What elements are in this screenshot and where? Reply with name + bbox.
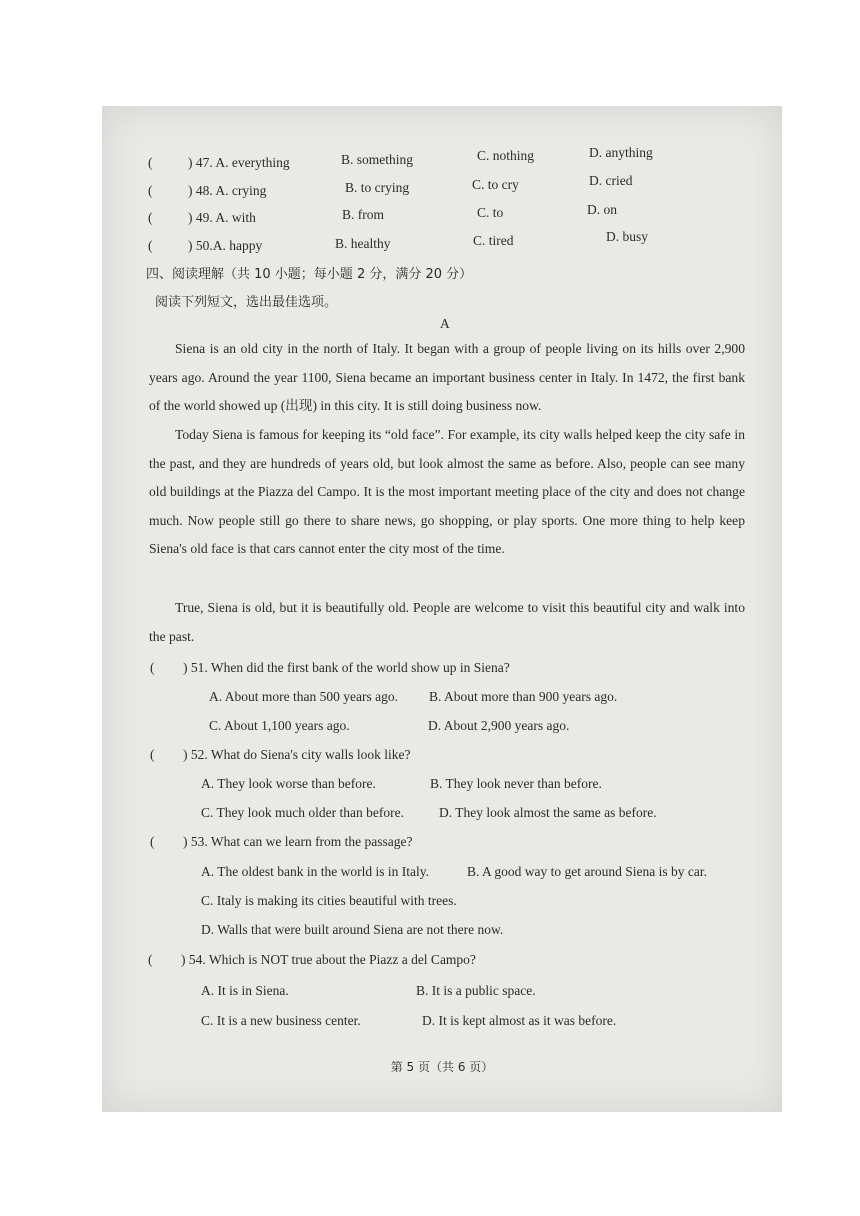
option-d: D. on bbox=[587, 202, 617, 217]
option-b: B. About more than 900 years ago. bbox=[429, 689, 618, 704]
option-d: D. busy bbox=[606, 229, 649, 244]
option-a: A. They look worse than before. bbox=[201, 776, 376, 791]
option-a: ) 47. A. everything bbox=[188, 155, 290, 170]
passage-paragraph-1: Siena is an old city in the north of Italy. It began with a group of people living on its hills over 2,900 years ago. Around the year 1100, Siena became an important business center in Italy. In 1472, the first bank of the world showed up (出现) in this city. It is still doing business now. bbox=[149, 341, 745, 414]
answer-paren: ( bbox=[150, 660, 155, 675]
answer-paren: ( bbox=[150, 747, 155, 762]
passage-paragraph-2: Today Siena is famous for keeping its “old face”. For example, its city walls helped keep the city safe in the past, and they are hundreds of years old, but look almost the same as before. Also, people can see many old buildings at the Piazza del Campo. It is the most important meeting place of the city and does not change much. Now people still go there to share news, go shopping, or play sports. One more thing to help keep Siena's old face is that cars cannot enter the city most of the time. bbox=[149, 427, 745, 557]
option-b: B. They look never than before. bbox=[430, 776, 602, 791]
page-footer: 第 5 页（共 6 页） bbox=[390, 1060, 494, 1074]
option-b: B. A good way to get around Siena is by car. bbox=[467, 864, 707, 879]
option-c: C. Italy is making its cities beautiful with trees. bbox=[201, 893, 457, 908]
passage-label: A bbox=[440, 316, 450, 331]
question-stem: ) 53. What can we learn from the passage? bbox=[183, 834, 413, 849]
question-stem: ) 52. What do Siena's city walls look like? bbox=[183, 747, 411, 762]
option-c: C. tired bbox=[473, 233, 514, 248]
answer-paren: ( bbox=[148, 238, 153, 253]
option-a: ) 50.A. happy bbox=[188, 238, 263, 253]
option-d: D. cried bbox=[589, 173, 633, 188]
option-c: C. to bbox=[477, 205, 504, 220]
answer-paren: ( bbox=[148, 952, 153, 967]
option-c: C. About 1,100 years ago. bbox=[209, 718, 350, 733]
option-d: D. Walls that were built around Siena are not there now. bbox=[201, 922, 504, 937]
passage-paragraph-3: True, Siena is old, but it is beautifully old. People are welcome to visit this beautiful city and walk into the past. bbox=[149, 600, 745, 644]
option-b: B. It is a public space. bbox=[416, 983, 536, 998]
instruction: 阅读下列短文，选出最佳选项。 bbox=[155, 295, 338, 310]
option-b: B. healthy bbox=[335, 236, 391, 251]
option-c: C. They look much older than before. bbox=[201, 805, 404, 820]
answer-paren: ( bbox=[148, 210, 153, 225]
option-d: D. It is kept almost as it was before. bbox=[422, 1013, 617, 1028]
question-stem: ) 51. When did the first bank of the world show up in Siena? bbox=[183, 660, 510, 675]
option-b: B. something bbox=[341, 152, 414, 167]
option-a: ) 49. A. with bbox=[188, 210, 256, 225]
option-c: C. to cry bbox=[472, 177, 519, 192]
answer-paren: ( bbox=[150, 834, 155, 849]
option-c: C. It is a new business center. bbox=[201, 1013, 361, 1028]
option-a: A. It is in Siena. bbox=[201, 983, 289, 998]
answer-paren: ( bbox=[148, 155, 153, 170]
option-a: ) 48. A. crying bbox=[188, 183, 267, 198]
question-stem: ) 54. Which is NOT true about the Piazz a del Campo? bbox=[181, 952, 476, 967]
option-b: B. to crying bbox=[345, 180, 410, 195]
option-c: C. nothing bbox=[477, 148, 535, 163]
option-d: D. anything bbox=[589, 145, 653, 160]
option-d: D. They look almost the same as before. bbox=[439, 805, 657, 820]
option-a: A. About more than 500 years ago. bbox=[209, 689, 398, 704]
answer-paren: ( bbox=[148, 183, 153, 198]
section-heading: 四、阅读理解（共 10 小题；每小题 2 分，满分 20 分） bbox=[146, 267, 473, 282]
option-a: A. The oldest bank in the world is in Italy. bbox=[201, 864, 429, 879]
option-b: B. from bbox=[342, 207, 384, 222]
option-d: D. About 2,900 years ago. bbox=[428, 718, 570, 733]
